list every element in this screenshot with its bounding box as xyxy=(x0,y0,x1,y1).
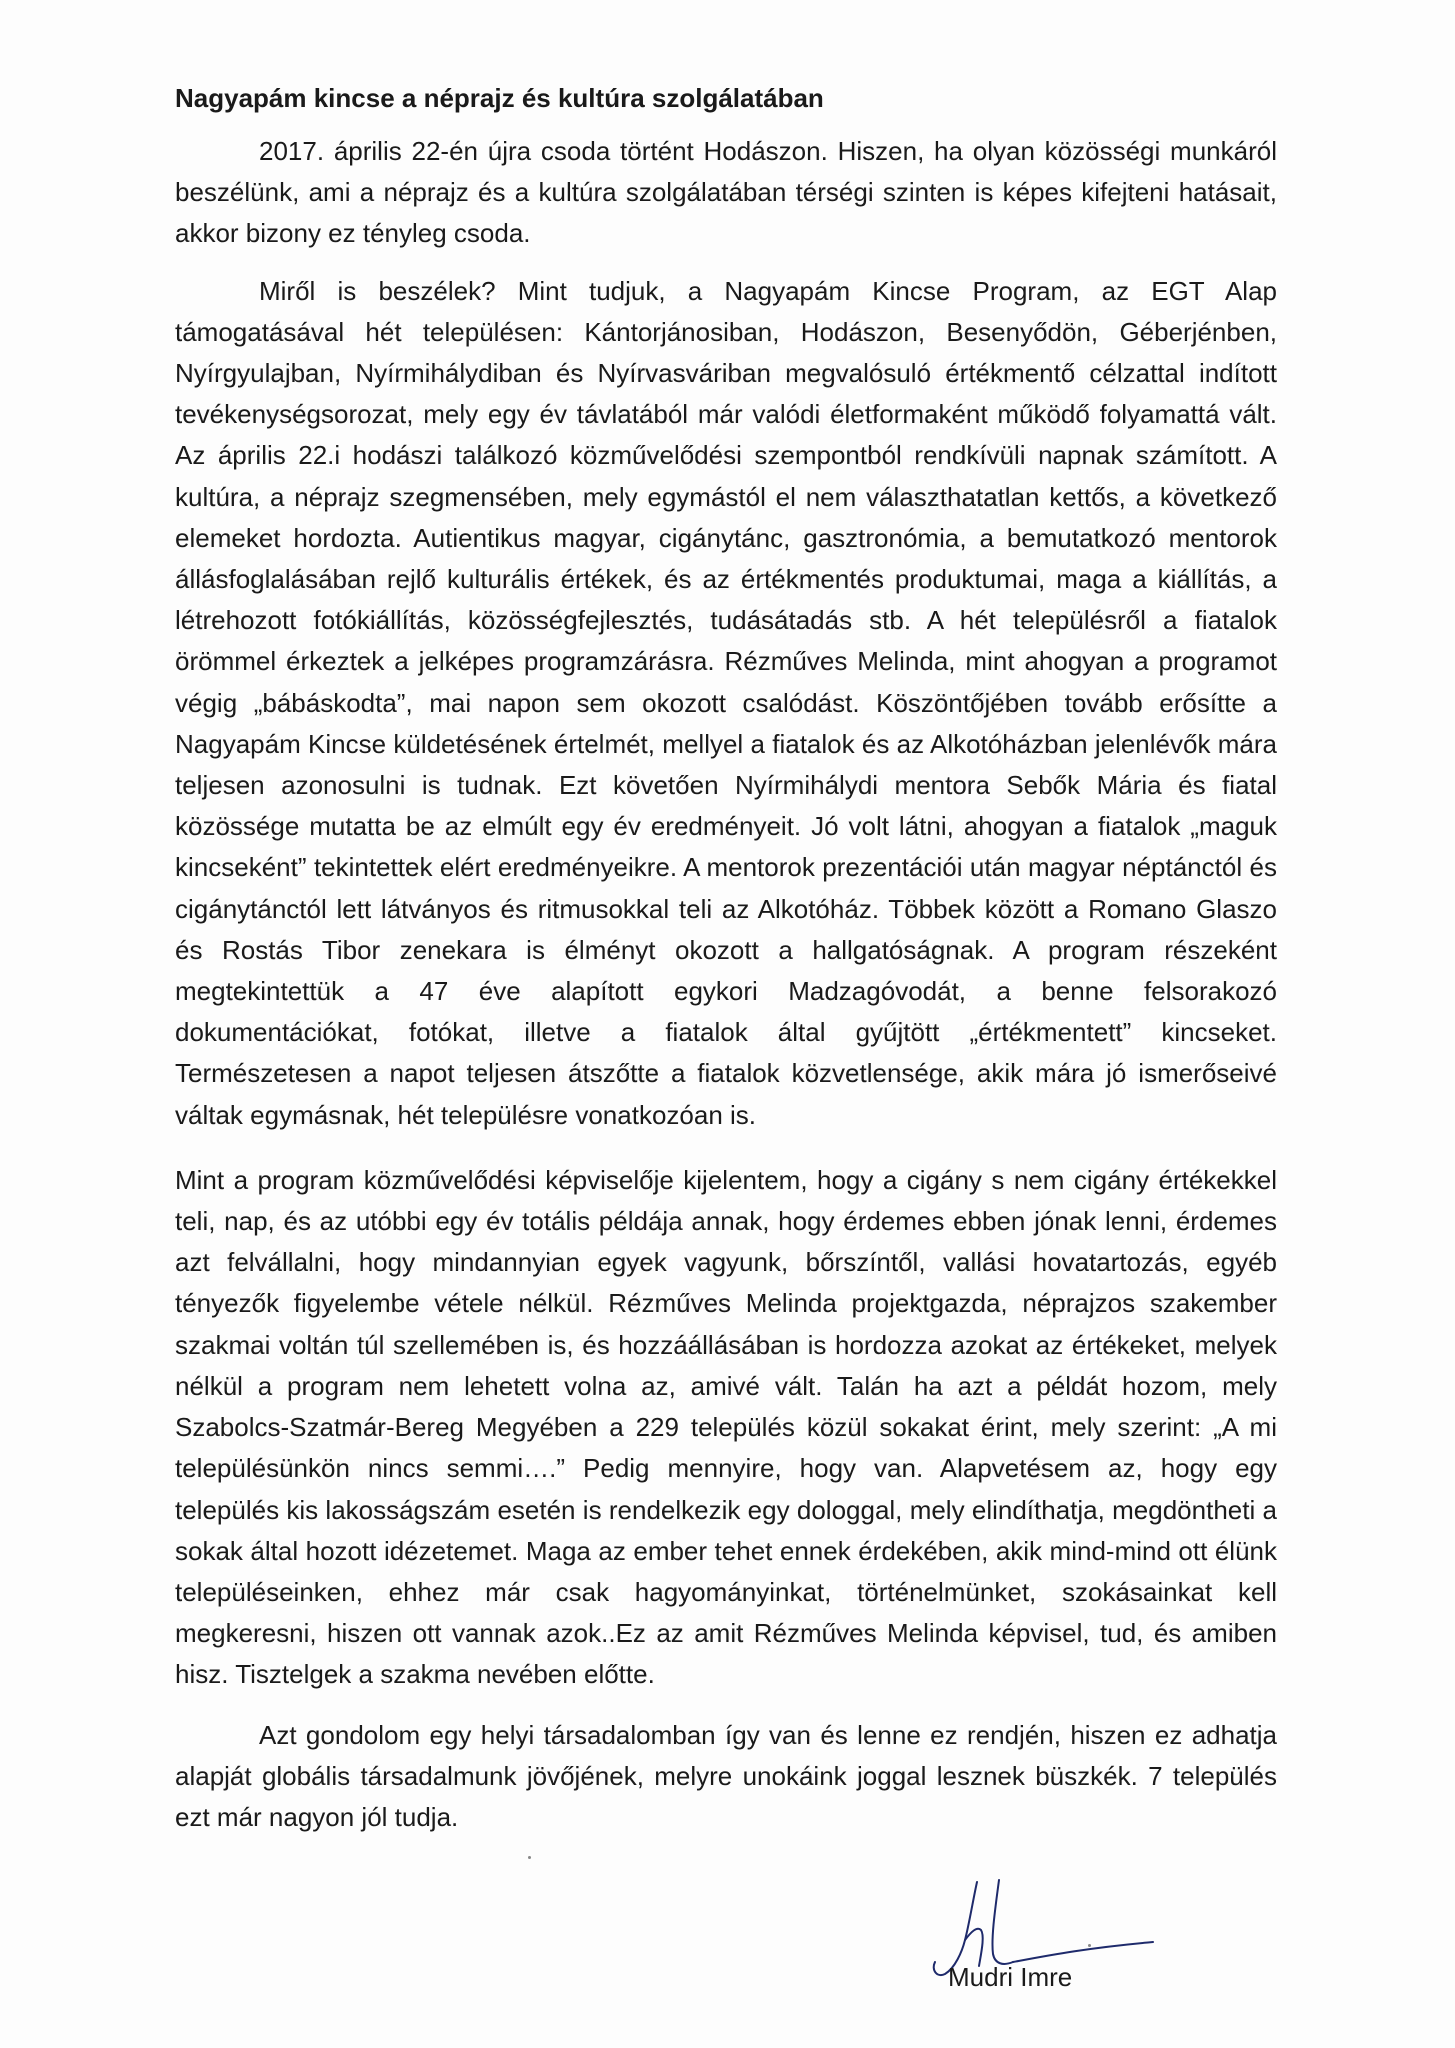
document-title: Nagyapám kincse a néprajz és kultúra szolgálatában xyxy=(175,83,824,113)
scan-speck xyxy=(528,1856,531,1859)
document-body xyxy=(175,78,1277,1838)
paragraph-intro: 2017. április 22-én újra csoda történt Hodászon. Hiszen, ha olyan közösségi munkáról beszélünk, ami a néprajz és a kultúra szolgálatában térségi szinten is képes kifejteni hatásait, akkor bizony ez tényleg csoda. xyxy=(175,136,1277,249)
paragraph-closing: Azt gondolom egy helyi társadalomban így van és lenne ez rendjén, hiszen ez adhatja alapját globális társadalmunk jövőjének, melyre unokáink joggal lesznek büszkék. 7 település ezt már nagyon jól tudja. xyxy=(175,1719,1277,1832)
paragraph-statement: Mint a program közművelődési képviselője kijelentem, hogy a cigány s nem cigány értékekkel teli, nap, és az utóbbi egy év totális példája annak, hogy érdemes ebben jónak lenni, érdemes azt felvállalni, hogy mindannyian egyek vagyunk, bőrszíntől, vallási hovatartozás, egyéb tényezők figyelembe vétele nélkül. Rézműves Melinda projektgazda, néprajzos szakember szakmai voltán túl szellemében is, és hozzáállásában is hordozza azokat az értékeket, melyek nélkül a program nem lehetett volna az, amivé vált. Talán ha azt a példát hozom, mely Szabolcs-Szatmár-Bereg Megyében a 229 település közül sokakat érint, mely szerint: „A mi településünkön nincs semmi….” Pedig mennyire, hogy van. Alapvetésem az, hogy egy település kis lakosságszám esetén is rendelkezik egy dologgal, mely elindíthatja, megdöntheti a sokak által hozott idézetemet. Maga az ember tehet ennek érdekében, akik mind-mind ott élünk településeinken, ehhez már csak hagyományinkat, történelmünket, szokásainkat kell megkeresni, hiszen ott vannak azok..Ez az amit Rézműves Melinda képvisel, tud, és amiben hisz. Tisztelgek a szakma nevében előtte. xyxy=(175,1164,1277,1690)
paragraph-event-description: Miről is beszélek? Mint tudjuk, a Nagyapám Kincse Program, az EGT Alap támogatásával hét településen: Kántorjánosiban, Hodászon, Besenyődön, Géberjénben, Nyírgyulajban, Nyírmihálydiban és Nyírvasváriban megvalósuló értékmentő célzattal indított tevékenységsorozat, mely egy év távlatából már valódi életformaként működő folyamattá vált. Az április 22.i hodászi találkozó közművelődési szempontból rendkívüli napnak számított. A kultúra, a néprajz szegmensében, mely egymástól el nem választhatatlan kettős, a következő elemeket hordozta. Autientikus magyar, cigánytánc, gasztronómia, a bemutatkozó mentorok állásfoglalásában rejlő kulturális értékek, és az értékmentés produktumai, maga a kiállítás, a létrehozott fotókiállítás, közösségfejlesztés, tudásátadás stb. A hét településről a fiatalok örömmel érkeztek a jelképes programzárásra. Rézműves Melinda, mint ahogyan a programot végig „bábáskodta”, mai napon sem okozott csalódást. Köszöntőjében tovább erősítte a Nagyapám Kincse küldetésének értelmét, mellyel a fiatalok és az Alkotóházban jelenlévők mára teljesen azonosulni is tudnak. Ezt követően Nyírmihálydi mentora Sebők Mária és fiatal közössége mutatta be az elmúlt egy év eredményeit. Jó volt látni, ahogyan a fiatalok „maguk kincseként” tekintettek elért eredményeikre. A mentorok prezentációi után magyar néptánctól és cigánytánctól lett látványos és ritmusokkal teli az Alkotóház. Többek között a Romano Glaszo és Rostás Tibor zenekara is élményt okozott a hallgatóságnak. A program részeként megtekintettük a 47 éve alapított egykori Madzagóvodát, a benne felsorakozó dokumentációkat, fotókat, illetve a fiatalok által gyűjtött „értékmentett” kincseket. Természetesen a napot teljesen átszőtte a fiatalok közvetlensége, akik mára jó ismerőseivé váltak egymásnak, hét településre vonatkozóan is. xyxy=(175,275,1277,1130)
signer-name: Mudri Imre xyxy=(948,1962,1073,1992)
scan-speck xyxy=(1088,1944,1091,1947)
